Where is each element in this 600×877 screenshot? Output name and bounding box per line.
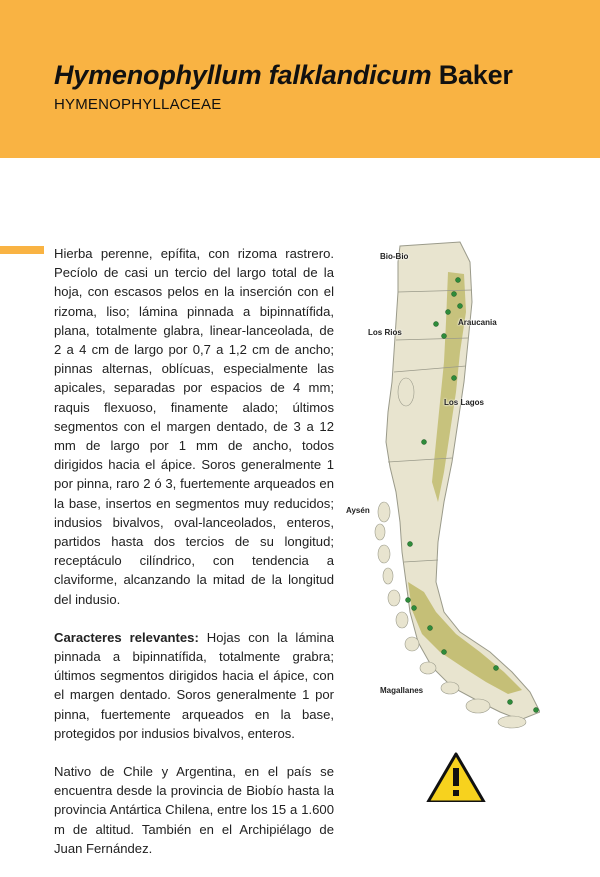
- record-point: [508, 700, 513, 705]
- species-name: Hymenophyllum falklandicum: [54, 60, 432, 90]
- record-point: [412, 606, 417, 611]
- record-point: [456, 278, 461, 283]
- description-paragraph: Hierba perenne, epífita, con rizoma rastrero. Pecíolo de casi un tercio del largo total de la hoja, con escasos pelos en la inserción con el rizoma, liso; lámina pinnada a bipinnatífida, plana, totalmente glabra, linear-lanceolada, de 2 a 4 cm de largo por 0,7 a 1,2 cm de ancho; pinnas alternas, oblícuas, especialmente las apicales, separadas por espacios de 4 mm; raquis flexuoso, finamente alado; últimos segmentos con el margen dentado, de 3 a 12 mm de largo por 1 mm de ancho, todos dirigidos hacia el ápice. Soros generalmente 1 por pinna, raro 2 ó 3, fuertemente arqueados en la base, insertos en segmentos muy reducidos; indusios bivalvos, oval-lanceolados, enteros, partidos hasta dos tercios de su longitud; receptáculo cilíndrico, con tendencia a claviforme, alcanzando la mitad de la longitud del indusio.: [54, 246, 334, 607]
- map-label-los-rios: Los Rios: [368, 328, 402, 337]
- record-point: [494, 666, 499, 671]
- record-point: [442, 334, 447, 339]
- record-point: [534, 708, 539, 713]
- relevant-characters-text: Hojas con la lámina pinnada a bipinnatífida, totalmente grabra; últimos segmentos dirigidos hacia el ápice, con el margen dentado. Soros generalmente 1 por pinna, fuertemente arqueados en la base, protegidos por indusios bivalvos, enteros.: [54, 629, 335, 741]
- relevant-characters-paragraph: [54, 628, 334, 743]
- record-point: [428, 626, 433, 631]
- map-graphic: [340, 232, 540, 732]
- distribution-map: [340, 232, 540, 732]
- record-point: [446, 310, 451, 315]
- relevant-characters-label: Caracteres relevantes:: [54, 629, 199, 645]
- species-author: Baker: [438, 60, 513, 90]
- map-label-los-lagos: Los Lagos: [444, 398, 485, 407]
- map-label-araucania: Araucania: [458, 318, 497, 327]
- distribution-paragraph: Nativo de Chile y Argentina, en el país se encuentra desde la provincia de Biobío hasta la provincia Antártica Chilena, entre los 15 a 1.600 m de altitud. También en el Archipiélago de Juan Fernández.: [54, 764, 334, 856]
- map-label-magallanes: Magallanes: [380, 686, 424, 695]
- record-point: [442, 650, 447, 655]
- description-column: [54, 244, 334, 877]
- accent-bar: [0, 246, 44, 254]
- map-label-biobio: Bio-Bio: [380, 252, 409, 261]
- map-label-aysen: Aysén: [346, 506, 370, 515]
- page-title: [54, 60, 513, 91]
- family-name: HYMENOPHYLLACEAE: [54, 96, 222, 113]
- record-point: [406, 598, 411, 603]
- record-point: [408, 542, 413, 547]
- header-banner: [0, 0, 600, 158]
- record-point: [422, 440, 427, 445]
- record-point: [434, 322, 439, 327]
- record-point: [452, 292, 457, 297]
- warning-triangle-icon: [426, 752, 486, 802]
- record-point: [452, 376, 457, 381]
- record-point: [458, 304, 463, 309]
